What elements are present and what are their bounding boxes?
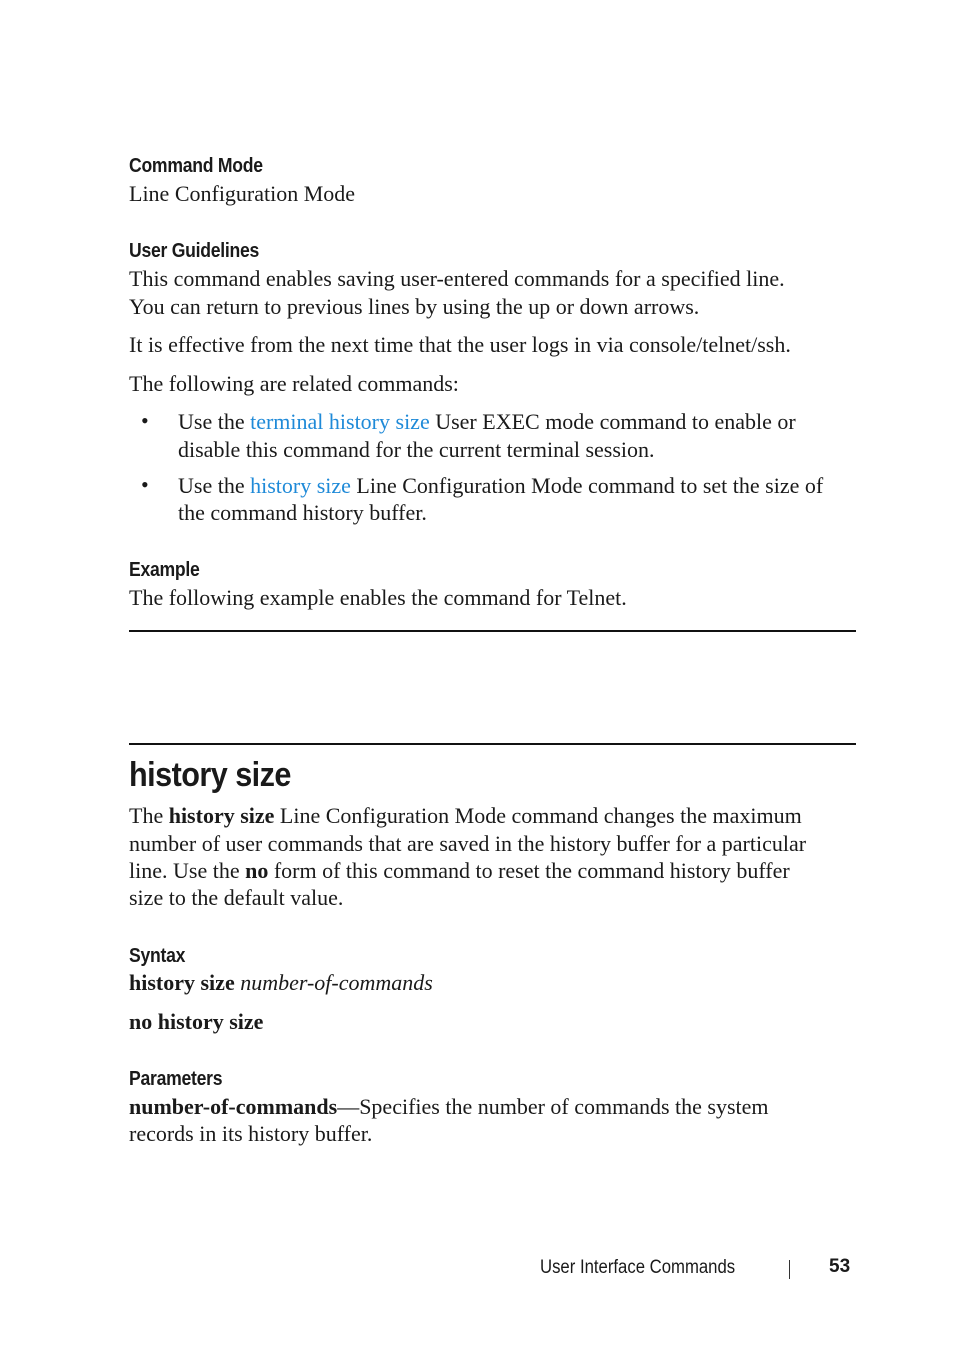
bullet2-line2: the command history buffer. [178,500,427,525]
section-end-rule [129,630,856,632]
desc-l3-post: form of this command to reset the command history buffer [268,858,790,883]
footer-separator [789,1260,790,1279]
desc-line2: number of user commands that are saved in the history buffer for a particular [129,831,807,856]
desc-l1-bold: history size [168,803,275,828]
desc-l1-pre: The [129,803,169,828]
bullet-dot: • [141,472,149,497]
section-start-rule [129,743,856,745]
example-heading: Example [129,559,200,581]
footer-page-number: 53 [829,1256,851,1277]
syntax-heading: Syntax [129,945,186,967]
syntax-cmd2-bold: no history size [129,1009,264,1034]
desc-line4: size to the default value. [129,885,344,910]
desc-l1-post: Line Configuration Mode command changes the maximum [274,803,802,828]
param-desc: —Specifies the number of commands the system [337,1094,769,1119]
bullet1-post: User EXEC mode command to enable or [429,409,796,434]
bullet1-line2: disable this command for the current terminal session. [178,437,655,462]
bullet1-pre: Use the [178,409,251,434]
syntax-cmd1 [129,969,433,996]
bullet2-post: Line Configuration Mode command to set the size of [350,473,824,498]
command-mode-heading: Command Mode [129,155,263,177]
desc-l3-bold: no [245,858,269,883]
syntax-cmd2 [129,1008,263,1035]
syntax-cmd1-bold: history size [129,970,235,995]
user-guidelines-para3: The following are related commands: [129,371,459,396]
example-text: The following example enables the command for Telnet. [129,585,627,610]
syntax-cmd1-italic: number-of-commands [240,970,433,995]
bullet-item-1 [178,408,796,435]
desc-line3 [129,857,790,884]
parameters-heading: Parameters [129,1068,223,1090]
section-title: history size [129,756,291,794]
history-size-link[interactable]: history size [250,473,351,498]
user-guidelines-heading: User Guidelines [129,240,260,262]
desc-l3-pre: line. Use the [129,858,246,883]
bullet2-pre: Use the [178,473,251,498]
terminal-history-size-link[interactable]: terminal history size [250,409,430,434]
bullet-dot: • [141,408,149,433]
param-name: number-of-commands [129,1094,338,1119]
user-guidelines-line2: You can return to previous lines by using the up or down arrows. [129,294,700,319]
param-line1 [129,1093,769,1120]
command-mode-text: Line Configuration Mode [129,181,356,206]
user-guidelines-para2: It is effective from the next time that the user logs in via console/telnet/ssh. [129,332,791,357]
footer-chapter: User Interface Commands [540,1257,736,1278]
desc-line1 [129,802,802,829]
bullet-item-2 [178,472,823,499]
user-guidelines-line1: This command enables saving user-entered commands for a specified line. [129,266,785,291]
param-line2: records in its history buffer. [129,1121,373,1146]
